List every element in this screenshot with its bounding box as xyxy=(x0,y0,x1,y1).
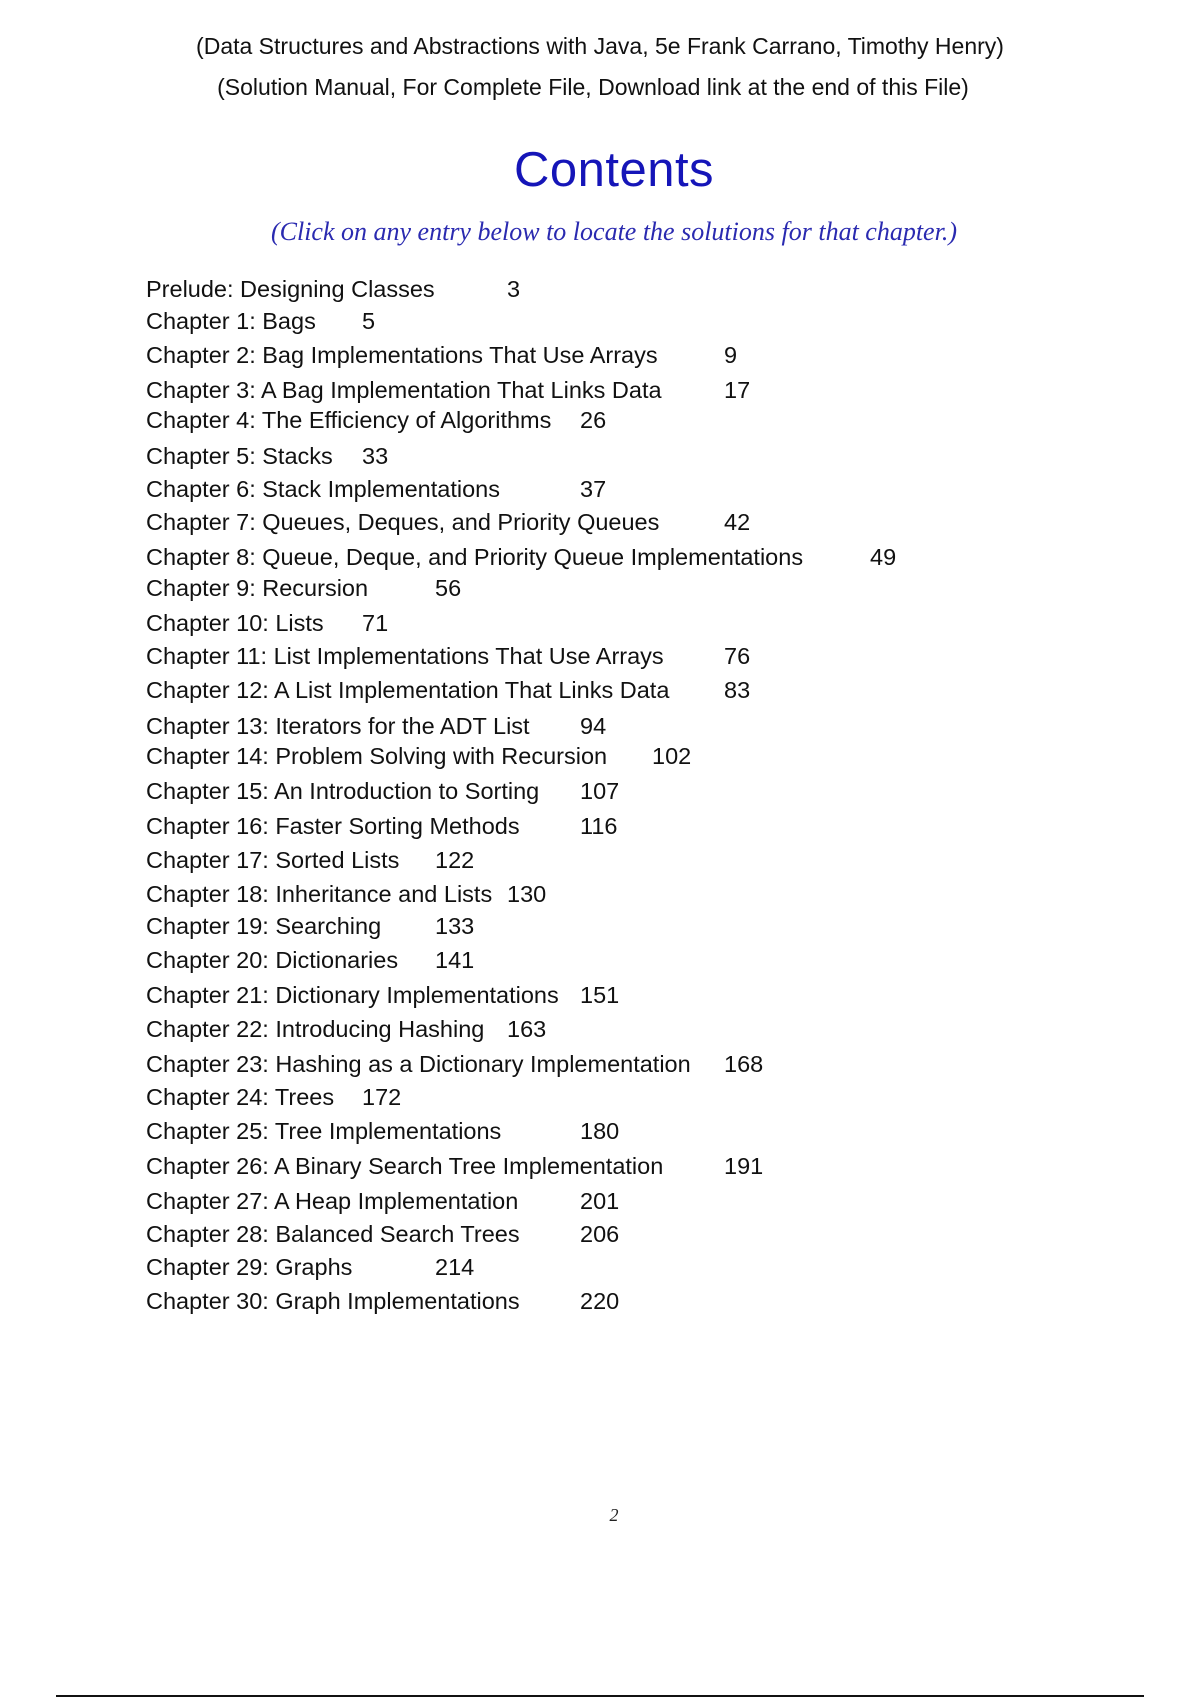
toc-entry-page-number[interactable]: 17 xyxy=(724,377,751,403)
toc-entry-label[interactable]: Chapter 9: Recursion xyxy=(146,575,369,601)
toc-entry-label[interactable]: Chapter 25: Tree Implementations xyxy=(146,1118,502,1144)
toc-entry-page-number[interactable]: 94 xyxy=(580,713,607,739)
toc-entry-label[interactable]: Chapter 16: Faster Sorting Methods xyxy=(146,813,520,839)
toc-entry-page-number[interactable]: 71 xyxy=(362,610,389,636)
toc-entry-label[interactable]: Chapter 11: List Implementations That Use Arrays xyxy=(146,643,664,669)
toc-entry-label[interactable]: Chapter 27: A Heap Implementation xyxy=(146,1188,519,1214)
toc-entry-page-number[interactable]: 102 xyxy=(652,743,692,769)
page-number: 2 xyxy=(609,1505,619,1525)
toc-entry-page-number[interactable]: 141 xyxy=(435,947,475,973)
toc-entry-label[interactable]: Chapter 20: Dictionaries xyxy=(146,947,399,973)
toc-entry-page-number[interactable]: 116 xyxy=(580,813,618,839)
toc-entry-page-number[interactable]: 172 xyxy=(362,1084,402,1110)
toc-entry-label[interactable]: Chapter 15: An Introduction to Sorting xyxy=(146,778,540,804)
toc-entry-label[interactable]: Chapter 23: Hashing as a Dictionary Implementation xyxy=(146,1051,691,1077)
toc-entry-label[interactable]: Chapter 24: Trees xyxy=(146,1084,335,1110)
toc-entry-label[interactable]: Chapter 3: A Bag Implementation That Links Data xyxy=(146,377,662,403)
header-book-title: (Data Structures and Abstractions with Java, 5e Frank Carrano, Timothy Henry) xyxy=(196,33,1004,59)
toc-entry-label[interactable]: Chapter 17: Sorted Lists xyxy=(146,847,400,873)
toc-entry-page-number[interactable]: 107 xyxy=(580,778,620,804)
toc-entry-page-number[interactable]: 37 xyxy=(580,476,607,502)
header-download-note: (Solution Manual, For Complete File, Download link at the end of this File) xyxy=(217,74,969,100)
toc-entry-page-number[interactable]: 42 xyxy=(724,509,751,535)
toc-entry-label[interactable]: Chapter 6: Stack Implementations xyxy=(146,476,500,502)
toc-entry-page-number[interactable]: 163 xyxy=(507,1016,547,1042)
toc-entry-label[interactable]: Chapter 30: Graph Implementations xyxy=(146,1288,520,1314)
toc-entry-label[interactable]: Chapter 29: Graphs xyxy=(146,1254,353,1280)
toc-entry-label[interactable]: Chapter 22: Introducing Hashing xyxy=(146,1016,485,1042)
contents-title: Contents xyxy=(513,143,715,197)
toc-entry-page-number[interactable]: 3 xyxy=(507,276,521,302)
toc-entry-page-number[interactable]: 33 xyxy=(362,443,389,469)
toc-entry-label[interactable]: Chapter 26: A Binary Search Tree Implementation xyxy=(146,1153,664,1179)
toc-entry-page-number[interactable]: 220 xyxy=(580,1288,620,1314)
toc-entry-label[interactable]: Chapter 4: The Efficiency of Algorithms xyxy=(146,407,552,433)
toc-entry-label[interactable]: Chapter 19: Searching xyxy=(146,913,382,939)
toc-entry-label[interactable]: Chapter 28: Balanced Search Trees xyxy=(146,1221,520,1247)
toc-entry-page-number[interactable]: 206 xyxy=(580,1221,620,1247)
toc-entry-label[interactable]: Chapter 18: Inheritance and Lists xyxy=(146,881,493,907)
toc-entry-page-number[interactable]: 5 xyxy=(362,308,376,334)
toc-entry-label[interactable]: Chapter 12: A List Implementation That Links Data xyxy=(146,677,670,703)
toc-entry-page-number[interactable]: 9 xyxy=(724,342,738,368)
toc-entry-page-number[interactable]: 26 xyxy=(580,407,607,433)
toc-entry-page-number[interactable]: 130 xyxy=(507,881,547,907)
toc-entry-label[interactable]: Chapter 2: Bag Implementations That Use Arrays xyxy=(146,342,658,368)
toc-entry-page-number[interactable]: 201 xyxy=(580,1188,620,1214)
toc-entry-label[interactable]: Chapter 10: Lists xyxy=(146,610,324,636)
toc-entry-page-number[interactable]: 56 xyxy=(435,575,462,601)
toc-entry-page-number[interactable]: 214 xyxy=(435,1254,475,1280)
bottom-divider xyxy=(56,1695,1144,1697)
toc-entry-page-number[interactable]: 122 xyxy=(435,847,475,873)
toc-entry-page-number[interactable]: 151 xyxy=(580,982,620,1008)
toc-entry-page-number[interactable]: 168 xyxy=(724,1051,764,1077)
toc-entry-label[interactable]: Chapter 7: Queues, Deques, and Priority Queues xyxy=(146,509,660,535)
toc-entry-page-number[interactable]: 83 xyxy=(724,677,751,703)
toc-entry-page-number[interactable]: 76 xyxy=(724,643,751,669)
toc-entry-label[interactable]: Chapter 21: Dictionary Implementations xyxy=(146,982,559,1008)
toc-entry-label[interactable]: Chapter 13: Iterators for the ADT List xyxy=(146,713,530,739)
toc-entry-page-number[interactable]: 49 xyxy=(870,544,897,570)
toc-entry-label[interactable]: Prelude: Designing Classes xyxy=(146,276,435,302)
toc-entry-label[interactable]: Chapter 1: Bags xyxy=(146,308,316,334)
toc-entry-label[interactable]: Chapter 8: Queue, Deque, and Priority Queue Implementations xyxy=(146,544,804,570)
toc-entry-page-number[interactable]: 133 xyxy=(435,913,475,939)
toc-entry-page-number[interactable]: 191 xyxy=(724,1153,764,1179)
contents-subtitle: (Click on any entry below to locate the solutions for that chapter.) xyxy=(270,217,957,246)
toc-entry-label[interactable]: Chapter 5: Stacks xyxy=(146,443,333,469)
toc-entry-label[interactable]: Chapter 14: Problem Solving with Recursion xyxy=(146,743,608,769)
toc-entry-page-number[interactable]: 180 xyxy=(580,1118,620,1144)
